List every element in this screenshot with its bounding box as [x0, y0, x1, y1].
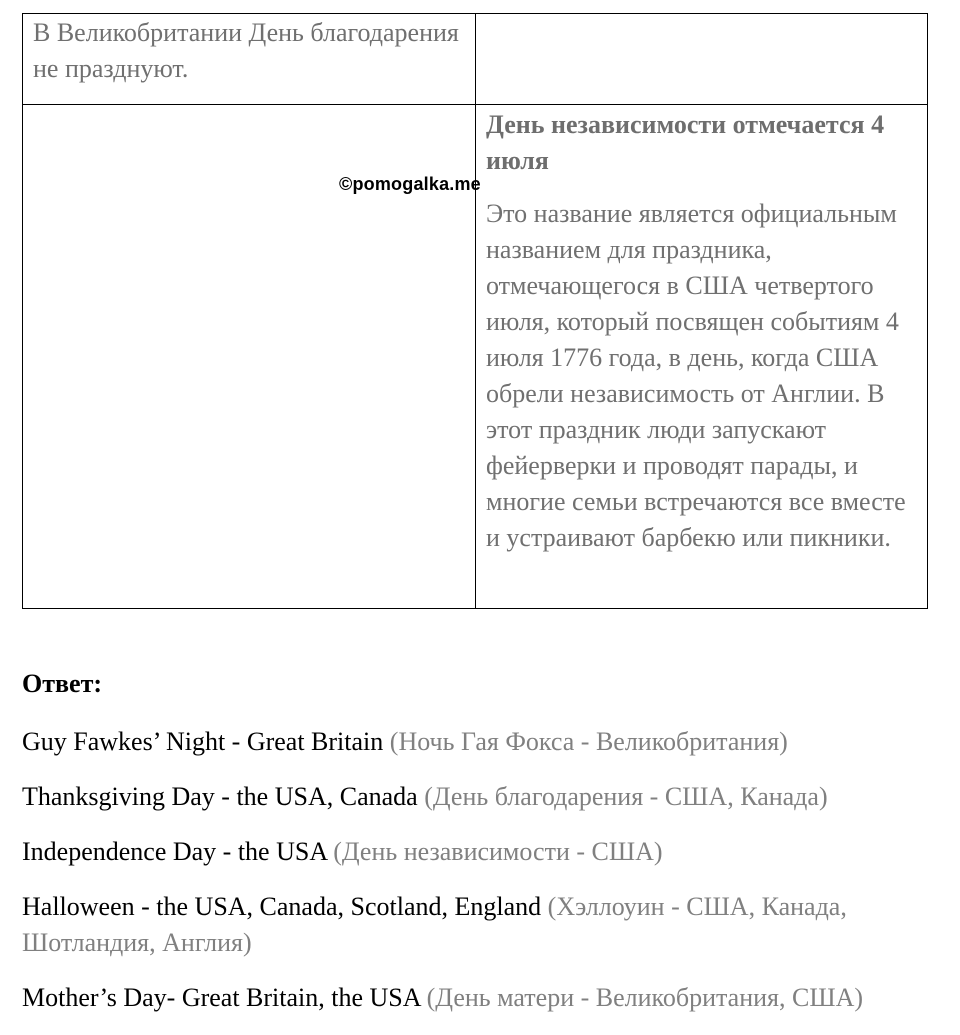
cell-text: В Великобритании День благодарения не празднуют.: [33, 18, 459, 83]
answer-item: [22, 779, 932, 815]
answer-item-english: Independence Day - the USA: [22, 837, 327, 866]
cell-text: [486, 14, 917, 15]
answer-item-english: Halloween - the USA, Canada, Scotland, England: [22, 892, 542, 921]
holiday-table: [22, 13, 928, 609]
answer-item-english: Thanksgiving Day - the USA, Canada: [22, 782, 418, 811]
answer-item-english: Guy Fawkes’ Night - Great Britain: [22, 727, 384, 756]
answer-item: [22, 889, 932, 961]
answer-section: [22, 666, 932, 1035]
watermark: ©pomogalka.me: [339, 174, 481, 194]
answer-item-english: Mother’s Day- Great Britain, the USA: [22, 983, 421, 1012]
answer-item-translation: (День независимости - США): [333, 837, 663, 866]
answer-item: [22, 980, 932, 1016]
table-cell: [23, 14, 476, 105]
answer-heading: Ответ:: [22, 669, 103, 698]
answer-item-translation: (Ночь Гая Фокса - Великобритания): [389, 727, 788, 756]
cell-heading: День независимости отмечается 4 июля: [486, 110, 885, 175]
table-cell: [476, 105, 928, 609]
table-row: [23, 14, 928, 105]
answer-item: [22, 834, 932, 870]
answer-item-translation: (День матери - Великобритания, США): [426, 983, 864, 1012]
cell-text: Это название является официальным названием для праздника, отмечающегося в США четвертого июля, который посвящен событиям 4 июля 1776 года, в день, когда США обрели независимость от Англии. В этот праздник люди запускают фейерверки и проводят парады, и многие семьи встречаются все вместе и устраивают барбекю или пикники.: [486, 199, 906, 552]
cell-text: [33, 105, 465, 106]
answer-item-translation: (Хэллоуин - США, Канада, Шотландия, Англия): [22, 892, 847, 957]
answer-item: [22, 724, 932, 760]
answer-item-translation: (День благодарения - США, Канада): [424, 782, 828, 811]
table-cell: [476, 14, 928, 105]
